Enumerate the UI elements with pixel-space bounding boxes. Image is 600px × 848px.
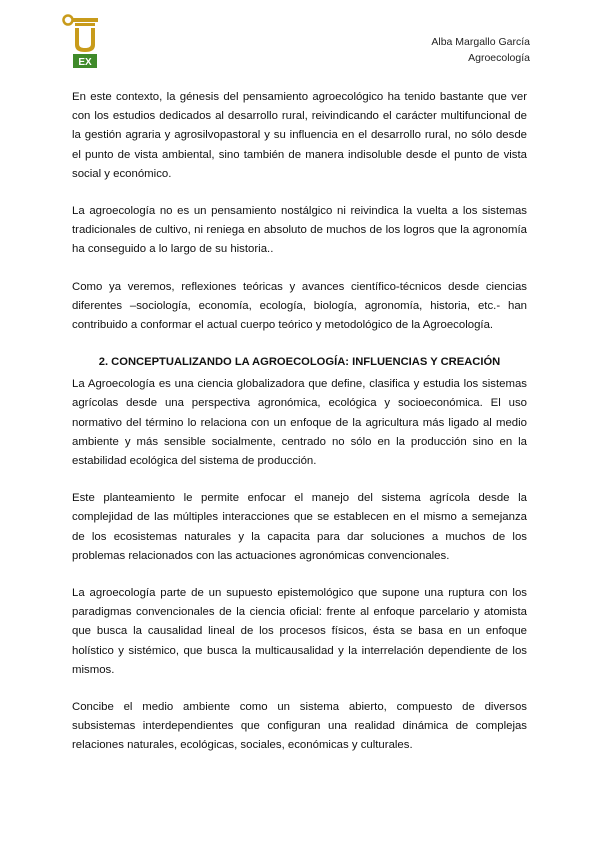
paragraph: Como ya veremos, reflexiones teóricas y avances científico-técnicos desde ciencias diferentes –sociología, economía, ecología, biología, agronomía, historia, etc.- han contribuido a conformar el actual cuerpo teórico y metodológico de la Agroecología. [72,280,527,332]
subject-name: Agroecología [468,52,530,64]
paragraph: Este planteamiento le permite enfocar el manejo del sistema agrícola desde la complejidad de las múltiples interacciones que se establecen en el mismo a semejanza de los ecosistemas naturales y la capacita para dar soluciones a muchos de los problemas relacionados con las actuaciones agronómicas convencionales. [72,492,527,562]
page-header [431,34,530,66]
svg-text:EX: EX [78,57,92,68]
document-body [72,88,527,774]
author-name: Alba Margallo García [431,36,530,48]
paragraph: Concibe el medio ambiente como un sistema abierto, compuesto de diversos subsistemas interdependientes que configuran una realidad dinámica de complejas relaciones naturales, ecológicas, sociales, económicas y culturales. [72,701,527,752]
paragraph: La Agroecología es una ciencia globalizadora que define, clasifica y estudia los sistemas agrícolas desde una perspectiva agronómica, ecológica y socioeconómica. El uso normativo del término lo relaciona con un enfoque de la agricultura más ligado al medio ambiente y más sensible socialmente, centrado no sólo en la producción sino en la estabilidad ecológica del sistema de producción. [72,378,527,468]
university-logo [62,14,104,68]
paragraph: En este contexto, la génesis del pensamiento agroecológico ha tenido bastante que ver con los estudios dedicados al desarrollo rural, reivindicando el carácter multifuncional de la gestión agraria y agrosilvopastoral y su influencia en el desarrollo rural, no sólo desde el punto de vista ambiental, sino también de manera indisoluble desde el punto de vista social y económico. [72,91,527,180]
uex-logo-icon [62,14,104,68]
paragraph: La agroecología parte de un supuesto epistemológico que supone una ruptura con los paradigmas convencionales de la ciencia oficial: frente al enfoque parcelario y atomista que busca la causalidad lineal de los procesos físicos, ésta se basa en un enfoque holístico y sistémico, que busca la multicausalidad y la interrelación dependiente de los mismos. [72,587,527,676]
section-heading: 2. CONCEPTUALIZANDO LA AGROECOLOGÍA: INFLUENCIAS Y CREACIÓN [98,356,501,369]
paragraph: La agroecología no es un pensamiento nostálgico ni reivindica la vuelta a los sistemas tradicionales de cultivo, ni reniega en absoluto de muchos de los logros que la agronomía ha conseguido a lo largo de su historia.. [72,205,527,256]
